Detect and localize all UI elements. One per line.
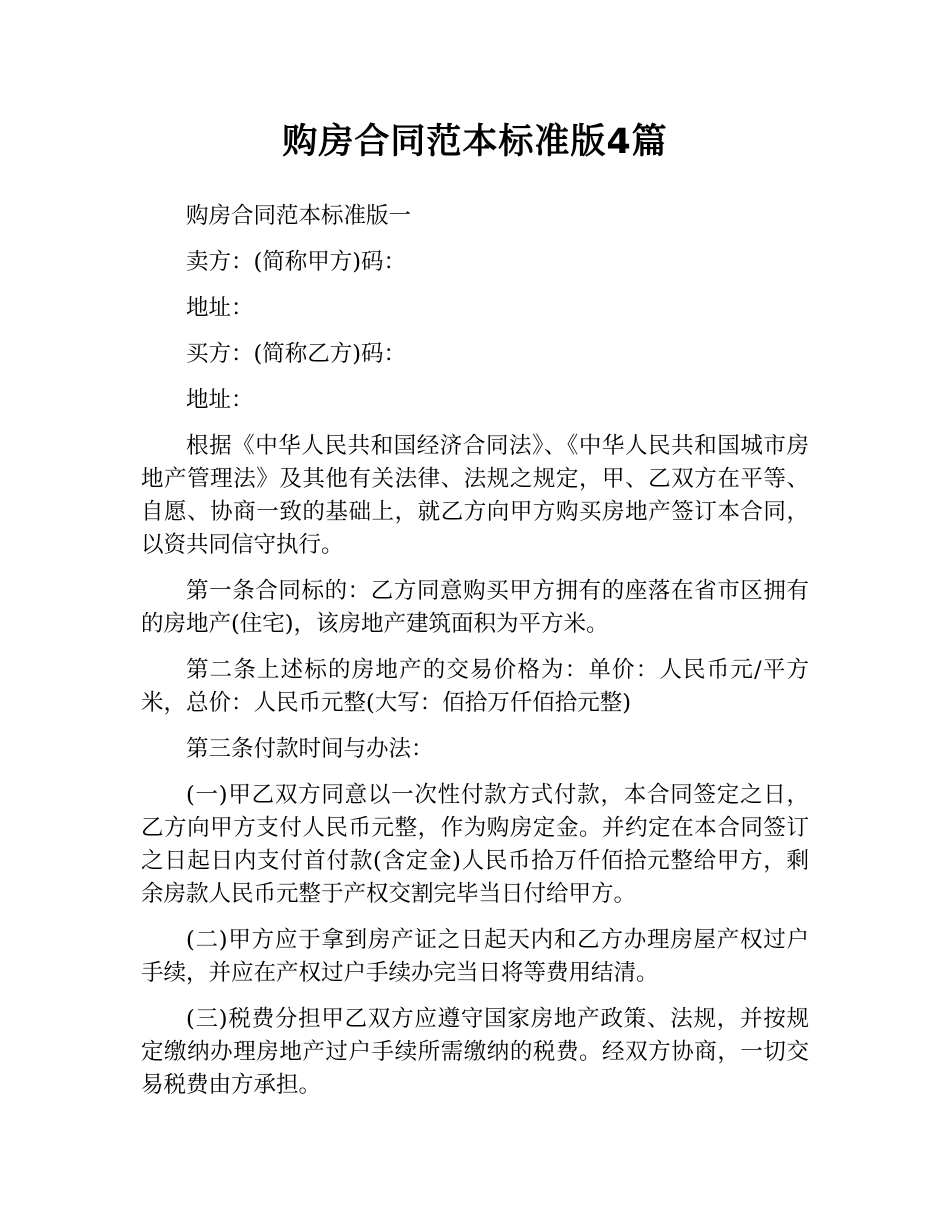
paragraph-seller: 卖方：(简称甲方)码： xyxy=(186,249,407,275)
paragraph-article-2: 第二条上述标的房地产的交易价格为：单价：人民币元/平方米，总价：人民币元整(大写：佰拾万仟佰拾元整) xyxy=(141,657,809,716)
paragraph-article-1: 第一条合同标的：乙方同意购买甲方拥有的座落在省市区拥有的房地产(住宅)，该房地产建筑面积为平方米。 xyxy=(141,578,809,637)
paragraph-preamble: 根据《中华人民共和国经济合同法》、《中华人民共和国城市房地产管理法》及其他有关法律、法规之规定，甲、乙双方在平等、自愿、协商一致的基础上，就乙方向甲方购买房地产签订本合同，以资共同信守执行。 xyxy=(141,433,809,558)
paragraph-article-3-item-2: (二)甲方应于拿到房产证之日起天内和乙方办理房屋产权过户手续，并应在产权过户手续办完当日将等费用结清。 xyxy=(141,927,809,986)
paragraph-article-3-item-1: (一)甲乙双方同意以一次性付款方式付款，本合同签定之日，乙方向甲方支付人民币元整，作为购房定金。并约定在本合同签订之日起日内支付首付款(含定金)人民币拾万仟佰拾元整给甲方，剩余房款人民币元整于产权交割完毕当日付给甲方。 xyxy=(141,782,809,907)
paragraph-subtitle: 购房合同范本标准版一 xyxy=(186,203,412,229)
paragraph-article-3-item-3: (三)税费分担甲乙双方应遵守国家房地产政策、法规，并按规定缴纳办理房地产过户手续所需缴纳的税费。经双方协商，一切交易税费由方承担。 xyxy=(141,1006,809,1098)
paragraph-buyer: 买方：(简称乙方)码： xyxy=(186,341,407,367)
document-body xyxy=(141,200,809,1115)
paragraph-article-3: 第三条付款时间与办法： xyxy=(186,736,434,762)
document-title: 购房合同范本标准版4篇 xyxy=(282,122,668,162)
paragraph-buyer-address: 地址： xyxy=(186,387,254,413)
paragraph-seller-address: 地址： xyxy=(186,295,254,321)
